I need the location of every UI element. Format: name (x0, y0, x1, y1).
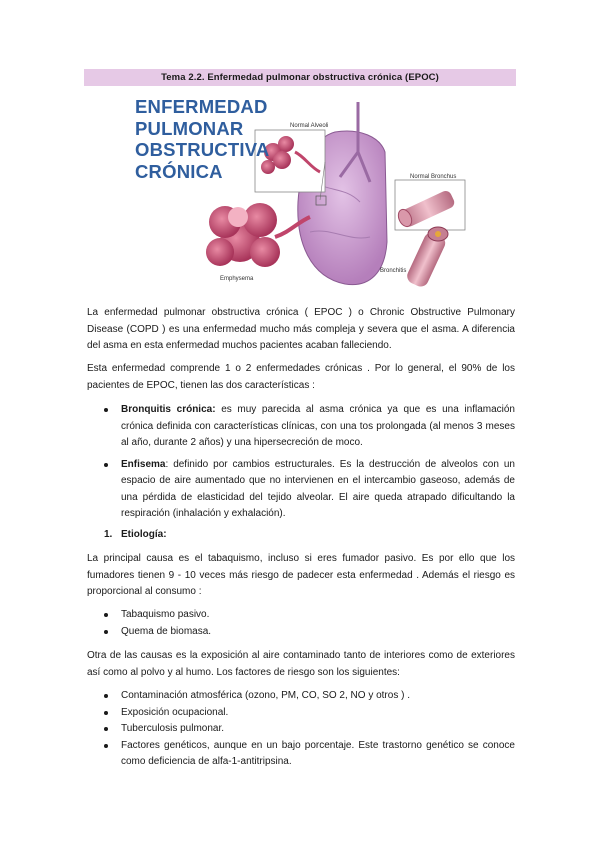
section-number: 1. (104, 529, 113, 540)
label-bronchitis: Bronchitis (380, 268, 407, 274)
intro-paragraph-1: La enfermedad pulmonar obstructiva crónica ( EPOC ) o Chronic Obstructive Pulmonary Disease (COPD ) es una enfermedad mucho más compleja y severa que el asma. A diferencia del asma en esta enfermedad muchos pacientes acaban falleciendo. (87, 307, 515, 351)
section-title: Etiología: (121, 529, 167, 540)
label-normal-alveoli: Normal Alveoli (290, 123, 329, 129)
intro-paragraph-2: Esta enfermedad comprende 1 o 2 enfermedades crónicas . Por lo general, el 90% de los pacientes de EPOC, tienen las dos características : (87, 363, 515, 391)
emphysema-cluster (206, 203, 310, 267)
list-item: Bronquitis crónica: es muy parecida al asma crónica ya que es una inflamación crónica definida con características clínicas, con una tos prolongada (al menos 3 meses al año, durante 2 años) y una hipersecreción de moco. (121, 402, 515, 452)
list-item: Contaminación atmosférica (ozono, PM, CO, SO 2, NO y otros ) . (121, 688, 515, 705)
topic-header: Tema 2.2. Enfermedad pulmonar obstructiva crónica (EPOC) (84, 69, 516, 86)
list-item: Tabaquismo pasivo. (121, 607, 515, 624)
bronchitis-tube (405, 227, 448, 289)
etiology-paragraph-1: La principal causa es el tabaquismo, incluso si eres fumador pasivo. Es por ello que los fumadores tienen 9 - 10 veces más riesgo de padecer esta enfermedad . Además el riesgo es proporcional al consumo : (87, 553, 515, 597)
etiology-paragraph-2: Otra de las causas es la exposición al aire contaminado tanto de interiores como de exteriores así como al polvo y al humo. Los factores de riesgo son los siguientes: (87, 650, 515, 678)
list-item: Tuberculosis pulmonar. (121, 721, 515, 738)
list-item: Factores genéticos, aunque en un bajo porcentaje. Este trastorno genético se conoce como deficiencia de alfa-1-antitripsina. (121, 738, 515, 771)
risk-factors-list (121, 688, 515, 771)
label-normal-bronchus: Normal Bronchus (410, 174, 457, 180)
conditions-list (121, 402, 515, 523)
label-emphysema: Emphysema (220, 276, 254, 282)
list-item: Quema de biomasa. (121, 624, 515, 641)
list-item: Exposición ocupacional. (121, 705, 515, 722)
list-item: Enfisema: definido por cambios estructurales. Es la destrucción de alveolos con un espacio de aire aumentado que no intervienen en el intercambio gaseoso, además de una pérdida de elasticidad del tejido alveolar. El aire queda atrapado dificultando la respiración (inhalación y exhalación). (121, 457, 515, 523)
etiology-list-1 (121, 607, 515, 640)
illustration-title: ENFERMEDAD PULMONAR OBSTRUCTIVA CRÓNICA (135, 96, 270, 182)
